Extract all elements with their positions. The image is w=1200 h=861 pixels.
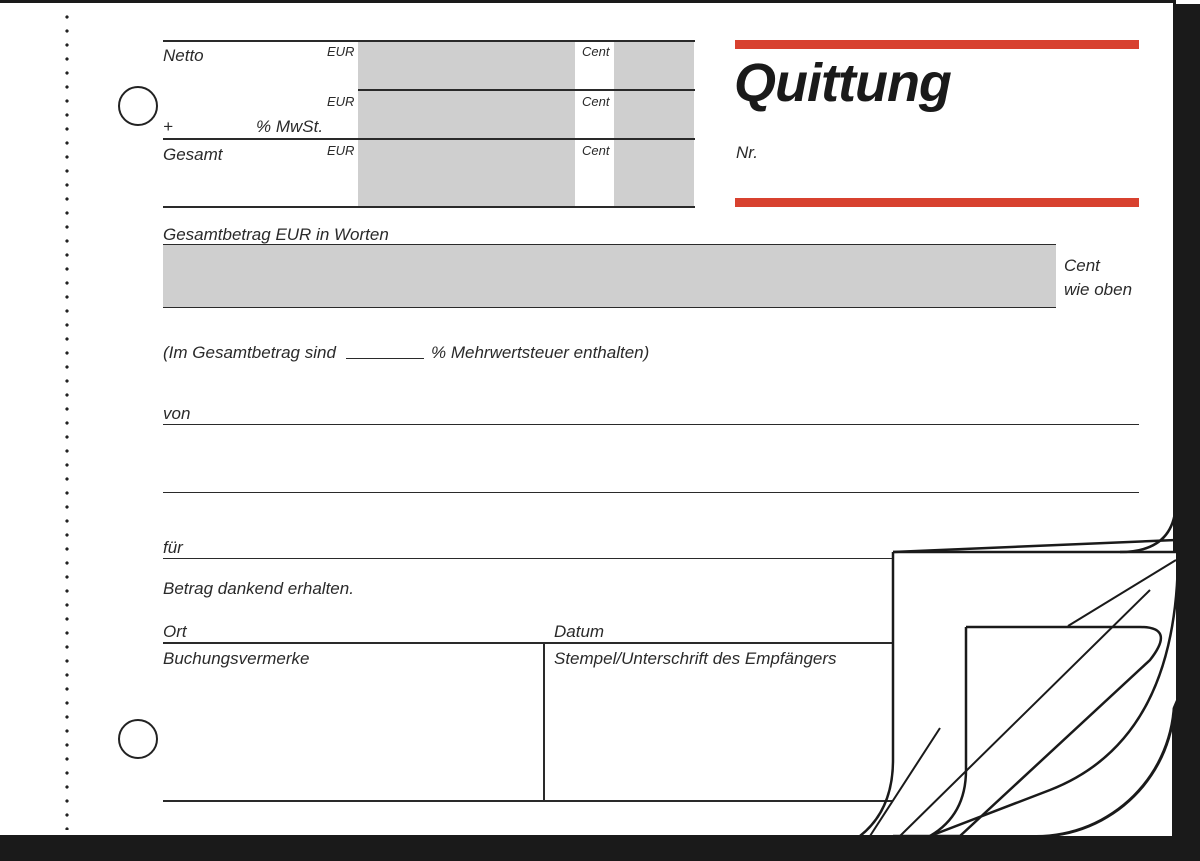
receipt-number-label: Nr. bbox=[736, 143, 759, 162]
plus-sign: + bbox=[163, 117, 173, 136]
booking-notes-label: Buchungsvermerke bbox=[163, 649, 310, 668]
from-label: von bbox=[163, 404, 191, 423]
signature-label: Stempel/Unterschrift des Empfängers bbox=[554, 649, 837, 668]
mwst-label: % MwSt. bbox=[256, 117, 324, 136]
cent-label-gesamt: Cent bbox=[582, 143, 610, 158]
date-label: Datum bbox=[554, 622, 605, 641]
netto-label: Netto bbox=[163, 46, 204, 65]
gesamt-label: Gesamt bbox=[163, 145, 223, 164]
for-label: für bbox=[163, 538, 183, 557]
cent-label-mwst: Cent bbox=[582, 94, 610, 109]
receipt-title: Quittung bbox=[734, 53, 951, 113]
eur-label-mwst: EUR bbox=[327, 94, 355, 109]
place-label: Ort bbox=[163, 622, 187, 641]
cent-words-label: Cent bbox=[1064, 256, 1100, 275]
cent-label-netto: Cent bbox=[582, 44, 610, 59]
cent-as-above-label: wie oben bbox=[1064, 280, 1133, 299]
eur-label-gesamt: EUR bbox=[327, 143, 355, 158]
vat-note-suffix: % Mehrwertsteuer enthalten) bbox=[431, 343, 650, 362]
received-text: Betrag dankend erhalten. bbox=[163, 579, 354, 598]
vat-note-prefix: (Im Gesamtbetrag sind bbox=[163, 343, 336, 362]
eur-label-netto: EUR bbox=[327, 44, 355, 59]
words-label: Gesamtbetrag EUR in Worten bbox=[163, 225, 389, 244]
